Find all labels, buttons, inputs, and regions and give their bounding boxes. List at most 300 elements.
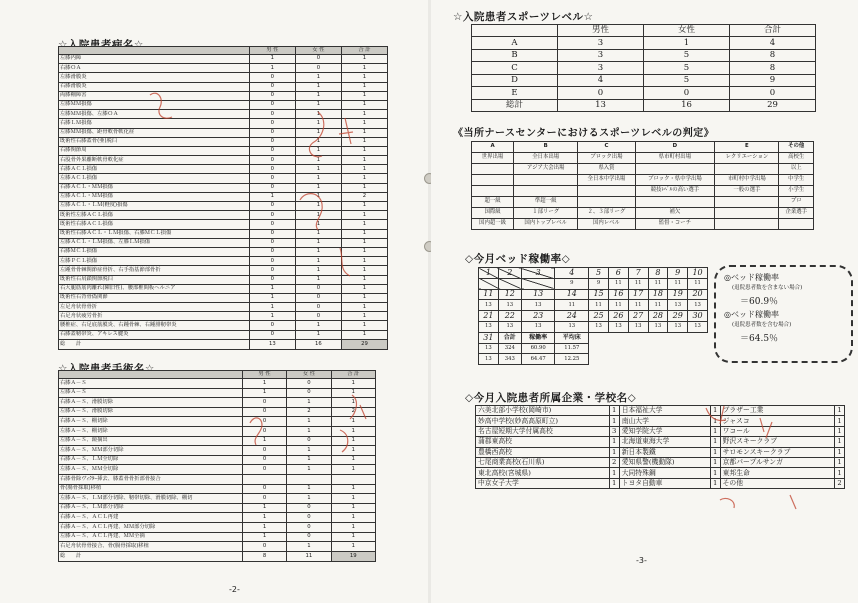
count-cell: 0 [249, 110, 295, 119]
count-cell: 0 [242, 446, 286, 456]
level-count: 4 [730, 37, 816, 50]
count-cell: 1 [287, 484, 331, 494]
judgement-cell [578, 197, 635, 208]
table-row [476, 478, 845, 488]
table-row [59, 522, 376, 532]
table-row [59, 407, 376, 417]
organization-name: 南山大学 [619, 416, 710, 426]
count-cell: 1 [242, 513, 286, 523]
count-cell: 1 [341, 321, 387, 330]
right-page [431, 0, 858, 603]
organization-name: 中京女子大学 [476, 478, 610, 488]
count-cell: 0 [242, 426, 286, 436]
row-label: 右膝ＡＣＬ・ＭＭ損傷 [59, 183, 250, 192]
table-row [59, 494, 376, 504]
count-cell: 1 [341, 303, 387, 312]
count-cell: 0 [249, 82, 295, 91]
row-label: 右膝ＬＭ損傷 [59, 119, 250, 128]
judgement-cell: ブロック出場 [578, 153, 635, 164]
day-occupancy: 13 [628, 321, 648, 332]
table-row [59, 100, 388, 109]
organization-name: 七尾商業高校(石川県) [476, 457, 610, 467]
level-count: 1 [644, 37, 730, 50]
judgement-cell: 中学生 [779, 175, 814, 186]
count-cell: 0 [287, 503, 331, 513]
disease-table-title: ☆入院患者病名☆ [58, 39, 144, 51]
calendar-day: 16 [608, 289, 628, 300]
day-occupancy [521, 278, 555, 289]
count-cell [287, 474, 331, 484]
table-row [59, 146, 388, 155]
count-cell: 0 [249, 275, 295, 284]
judgement-cell: 全日本中学出場 [578, 175, 635, 186]
rate-label: ◎ベッド稼働率 [724, 273, 779, 282]
table-row [472, 153, 814, 164]
judgement-cell: アジア大会出場 [514, 164, 578, 175]
count-cell: 1 [331, 465, 375, 475]
level-count: 16 [644, 99, 730, 112]
level-label: E [472, 87, 558, 100]
judgement-cell: 世界出場 [472, 153, 514, 164]
surgery-table [58, 370, 376, 562]
count-cell: 1 [331, 446, 375, 456]
row-label: 右膝ＭＣＬ損傷 [59, 247, 250, 256]
level-count: 5 [644, 74, 730, 87]
count-cell: 1 [287, 426, 331, 436]
column-header: A [472, 142, 514, 153]
count-cell: 1 [341, 55, 387, 64]
patient-count: 1 [609, 416, 619, 426]
row-label: 左膝ＡＣＬ・ＬＭ損傷、左膝ＬＭ損傷 [59, 238, 250, 247]
table-row [59, 455, 376, 465]
count-cell: 1 [341, 156, 387, 165]
table-row [59, 165, 388, 174]
disease-table [58, 46, 388, 350]
day-occupancy [479, 278, 499, 289]
organization-name: 愛知学院大学 [619, 426, 710, 436]
count-cell: 1 [295, 330, 341, 339]
day-occupancy: 13 [555, 321, 589, 332]
count-cell: 1 [331, 379, 375, 389]
count-cell: 1 [287, 398, 331, 408]
count-cell: 1 [287, 446, 331, 456]
table-row [479, 300, 708, 311]
count-cell: 0 [295, 64, 341, 73]
count-cell: 0 [249, 229, 295, 238]
judgement-cell: 準超一級 [514, 197, 578, 208]
judgement-cell: 県入賞 [578, 164, 635, 175]
table-row [476, 406, 845, 416]
patient-count: 1 [609, 478, 619, 488]
calendar-day: 4 [555, 268, 589, 279]
row-label: 左膝ＡＣＬ・ＬＭ(軽度)損傷 [59, 202, 250, 211]
level-count: 0 [730, 87, 816, 100]
table-row [59, 202, 388, 211]
table-row [59, 532, 376, 542]
table-row [472, 164, 814, 175]
row-label: 右膝関節周 [59, 146, 250, 155]
count-cell: 1 [341, 110, 387, 119]
row-label: 左膝Ａ－Ｓ、ＬＭ部分切除、靭帯切除、滑膜切除、棚切 [59, 494, 243, 504]
table-row [476, 416, 845, 426]
count-cell: 2 [341, 192, 387, 201]
judgement-cell [715, 219, 779, 230]
count-cell: 1 [341, 202, 387, 211]
count-cell: 1 [295, 183, 341, 192]
total-row [59, 339, 388, 349]
level-label: C [472, 62, 558, 75]
table-row [472, 37, 816, 50]
judgement-cell: 国内超一級 [472, 219, 514, 230]
patient-count: 1 [835, 468, 845, 478]
count-cell: 1 [295, 91, 341, 100]
count-cell: 1 [331, 494, 375, 504]
calendar-day: 29 [668, 311, 688, 322]
column-header: 女 性 [295, 47, 341, 55]
row-label: 右膝Ａ－Ｓ、滑膜切除 [59, 398, 243, 408]
total-row [59, 551, 376, 562]
count-cell: 0 [242, 407, 286, 417]
row-label: 右足舟状骨骨接合、骨(腸骨採取)移植 [59, 542, 243, 552]
empty-cell [688, 354, 708, 365]
count-cell: 1 [249, 192, 295, 201]
count-cell: 1 [331, 417, 375, 427]
table-row [479, 332, 708, 343]
row-label: 右足舟状疲労骨折 [59, 312, 250, 321]
count-cell: 1 [331, 398, 375, 408]
count-cell: 1 [295, 137, 341, 146]
table-row [472, 175, 814, 186]
table-row [479, 321, 708, 332]
summary-cell: 12.25 [555, 354, 589, 365]
judgement-cell [779, 219, 814, 230]
table-row [59, 82, 388, 91]
organization-name: 東邦生命 [720, 468, 834, 478]
table-row [59, 275, 388, 284]
patient-count: 1 [609, 406, 619, 416]
judgement-cell: ２、３部リーグ [578, 208, 635, 219]
organization-name: その他 [720, 478, 834, 488]
organization-name: 日本福祉大学 [619, 406, 710, 416]
column-header: C [578, 142, 635, 153]
summary-cell: 11.57 [555, 343, 589, 354]
judgement-cell: 国内トップレベル [514, 219, 578, 230]
patient-count: 1 [710, 437, 720, 447]
calendar-day: 21 [479, 311, 499, 322]
count-cell: 1 [341, 229, 387, 238]
calendar-day: 17 [628, 289, 648, 300]
count-cell: 0 [287, 522, 331, 532]
total-label: 総 計 [59, 339, 250, 349]
empty-cell [628, 354, 648, 365]
day-occupancy: 13 [498, 300, 521, 311]
row-label: 既術性左膝ＡＣＬ損傷 [59, 211, 250, 220]
table-row [59, 465, 376, 475]
table-row [479, 289, 708, 300]
table-row [476, 426, 845, 436]
judgement-cell: 国内レベル [578, 219, 635, 230]
row-label: 左膝Ａ－Ｓ、ＭＭ部分切除 [59, 446, 243, 456]
column-header: 合 計 [331, 371, 375, 379]
table-row [59, 229, 388, 238]
summary-header: 合計 [498, 332, 521, 343]
judgement-cell [514, 186, 578, 197]
day-occupancy: 9 [589, 278, 609, 289]
total-label: 総 計 [59, 551, 243, 562]
summary-cell: 13 [479, 354, 499, 365]
patient-count: 1 [710, 478, 720, 488]
count-cell: 1 [295, 220, 341, 229]
count-cell: 0 [249, 330, 295, 339]
judgement-cell: 高校生 [779, 153, 814, 164]
row-label: 既術性右背骨偽関節 [59, 293, 250, 302]
count-cell: 0 [249, 266, 295, 275]
count-cell: 1 [331, 542, 375, 552]
rate-value: ＝64.5％ [740, 334, 779, 344]
organization-name: 東北高校(宮城県) [476, 468, 610, 478]
organization-name: 豊橋西高校 [476, 447, 610, 457]
day-occupancy: 13 [608, 321, 628, 332]
row-label: 右膝骨除ヴｨｸﾀｰ挿去、膝蓋骨骨折部骨接合 [59, 474, 243, 484]
row-label: 左膝ＭＭ損傷、距骨軟骨軟化症 [59, 128, 250, 137]
count-cell: 1 [331, 436, 375, 446]
day-occupancy: 11 [688, 278, 708, 289]
calendar-day: 27 [628, 311, 648, 322]
table-row [59, 64, 388, 73]
count-cell: 1 [341, 266, 387, 275]
table-row [59, 542, 376, 552]
count-cell: 1 [341, 174, 387, 183]
judgement-cell [635, 164, 715, 175]
level-count: 5 [644, 49, 730, 62]
count-cell: 1 [249, 284, 295, 293]
calendar-day: 19 [668, 289, 688, 300]
row-label: 骨(腸骨採取)移植 [59, 484, 243, 494]
table-row [59, 484, 376, 494]
day-occupancy: 13 [688, 300, 708, 311]
table-row [59, 55, 388, 64]
organization-name: 大同特殊鋼 [619, 468, 710, 478]
page-number-left: -2- [229, 585, 240, 594]
patient-count: 1 [835, 447, 845, 457]
count-cell: 0 [295, 284, 341, 293]
organization-name: サロモンスキークラブ [720, 447, 834, 457]
row-label: 左膝ＰＣＬ損傷 [59, 257, 250, 266]
row-label: 左膝Ａ－Ｓ、滑膜切除 [59, 407, 243, 417]
column-header: D [635, 142, 715, 153]
calendar-day: 20 [688, 289, 708, 300]
count-cell: 1 [341, 330, 387, 339]
table-row [59, 398, 376, 408]
total-cell: 16 [295, 339, 341, 349]
count-cell: 0 [295, 55, 341, 64]
count-cell: 0 [249, 73, 295, 82]
count-cell: 1 [341, 284, 387, 293]
table-row [59, 513, 376, 523]
table-row [479, 311, 708, 322]
calendar-day: 23 [521, 311, 555, 322]
count-cell: 0 [249, 119, 295, 128]
table-row [59, 266, 388, 275]
count-cell: 1 [295, 119, 341, 128]
page-number-right: -3- [636, 556, 647, 565]
count-cell: 0 [242, 484, 286, 494]
table-row [472, 74, 816, 87]
level-count: 29 [730, 99, 816, 112]
count-cell: 1 [331, 484, 375, 494]
count-cell: 1 [295, 266, 341, 275]
level-label: B [472, 49, 558, 62]
count-cell: 1 [331, 426, 375, 436]
table-row [59, 388, 376, 398]
row-label: 右膝Ａ－Ｓ、棚切除 [59, 417, 243, 427]
day-occupancy: 11 [555, 300, 589, 311]
patient-count: 1 [710, 406, 720, 416]
count-cell: 1 [341, 247, 387, 256]
row-label: 既術性右膝ＡＣＬ損傷 [59, 220, 250, 229]
judgement-cell [472, 186, 514, 197]
count-cell: 0 [249, 211, 295, 220]
sport-level-table [471, 24, 816, 112]
count-cell: 1 [295, 165, 341, 174]
total-cell: 29 [341, 339, 387, 349]
table-row [59, 303, 388, 312]
organization-name: 北海道東海大学 [619, 437, 710, 447]
count-cell: 1 [295, 211, 341, 220]
empty-cell [668, 343, 688, 354]
sport-level-title: ☆入院患者スポーツレベル☆ [453, 11, 594, 23]
count-cell: 0 [295, 303, 341, 312]
count-cell: 1 [331, 503, 375, 513]
patient-count: 1 [835, 457, 845, 467]
count-cell: 1 [242, 436, 286, 446]
rate-note: (退院患者数を含む場合) [732, 322, 792, 328]
count-cell: 1 [295, 202, 341, 211]
table-row [472, 208, 814, 219]
judgement-cell: １部リーグ [514, 208, 578, 219]
empty-cell [589, 343, 609, 354]
calendar-day: 24 [555, 311, 589, 322]
empty-cell [608, 343, 628, 354]
rate-value: ＝60.9％ [740, 297, 779, 307]
row-label: 左膝Ａ－Ｓ、棚切除 [59, 426, 243, 436]
day-occupancy: 11 [648, 300, 668, 311]
left-page [0, 0, 428, 603]
calendar-day: 14 [555, 289, 589, 300]
empty-cell [628, 332, 648, 343]
bed-rate-title: ◇今月ベッド稼働率◇ [465, 253, 571, 265]
empty-cell [589, 332, 609, 343]
row-label: 既術性右肩鎖関節脱臼 [59, 275, 250, 284]
table-row [59, 436, 376, 446]
calendar-day: 30 [688, 311, 708, 322]
row-label: 既術性右膝蓋骨(亜)脱臼 [59, 137, 250, 146]
table-row [472, 142, 814, 153]
organization-name: 妙高中学校(妙高高原町立) [476, 416, 610, 426]
count-cell: 1 [295, 174, 341, 183]
count-cell: 1 [341, 165, 387, 174]
table-row [472, 186, 814, 197]
patient-count: 1 [710, 468, 720, 478]
count-cell: 0 [249, 247, 295, 256]
count-cell: 1 [341, 91, 387, 100]
count-cell: 1 [341, 64, 387, 73]
day-occupancy: 13 [498, 321, 521, 332]
patient-count: 1 [835, 437, 845, 447]
count-cell: 1 [295, 128, 341, 137]
calendar-day: 8 [648, 268, 668, 279]
table-row [59, 503, 376, 513]
day-occupancy: 13 [668, 321, 688, 332]
row-label: 左膝内障 [59, 55, 250, 64]
row-label: 左膝Ａ－Ｓ、ＭＭ全切除 [59, 465, 243, 475]
day-occupancy: 13 [648, 321, 668, 332]
count-cell: 0 [249, 183, 295, 192]
column-header: 男性 [558, 25, 644, 37]
summary-header: 平均床 [555, 332, 589, 343]
column-header: B [514, 142, 578, 153]
organization-name: 名古屋短期大学付属高校 [476, 426, 610, 436]
table-row [59, 183, 388, 192]
table-row [59, 312, 388, 321]
count-cell: 1 [295, 257, 341, 266]
table-row [59, 128, 388, 137]
row-label: 左膝滑膜炎 [59, 73, 250, 82]
calendar-day: 26 [608, 311, 628, 322]
table-row [59, 211, 388, 220]
empty-cell [648, 354, 668, 365]
count-cell: 1 [295, 82, 341, 91]
count-cell: 0 [242, 494, 286, 504]
count-cell: 2 [287, 407, 331, 417]
count-cell: 1 [295, 192, 341, 201]
judgement-cell: 一般の選手 [715, 186, 779, 197]
day-occupancy: 9 [555, 278, 589, 289]
patient-count: 1 [835, 406, 845, 416]
count-cell: 1 [341, 293, 387, 302]
count-cell: 1 [295, 146, 341, 155]
table-row [59, 426, 376, 436]
table-row [59, 379, 376, 389]
table-row [59, 174, 388, 183]
table-row [59, 156, 388, 165]
empty-cell [608, 354, 628, 365]
organization-name: ワコール [720, 426, 834, 436]
header-blank [59, 47, 250, 55]
empty-cell [688, 332, 708, 343]
count-cell: 1 [331, 532, 375, 542]
empty-cell [688, 343, 708, 354]
count-cell: 1 [341, 100, 387, 109]
count-cell: 0 [242, 417, 286, 427]
table-row [59, 293, 388, 302]
count-cell: 1 [341, 73, 387, 82]
day-occupancy: 13 [479, 321, 499, 332]
calendar-day: 3 [521, 268, 555, 279]
level-count: 9 [730, 74, 816, 87]
row-label: 左膝ＡＣＬ・ＭＭ損傷 [59, 192, 250, 201]
table-row [479, 354, 708, 365]
count-cell: 1 [341, 128, 387, 137]
calendar-day: 12 [498, 289, 521, 300]
companies-table [475, 405, 845, 489]
judgement-cell [715, 197, 779, 208]
count-cell: 1 [341, 275, 387, 284]
patient-count: 1 [710, 447, 720, 457]
count-cell: 1 [242, 503, 286, 513]
count-cell: 1 [242, 388, 286, 398]
judgement-cell: ブロック・県中学出場 [635, 175, 715, 186]
